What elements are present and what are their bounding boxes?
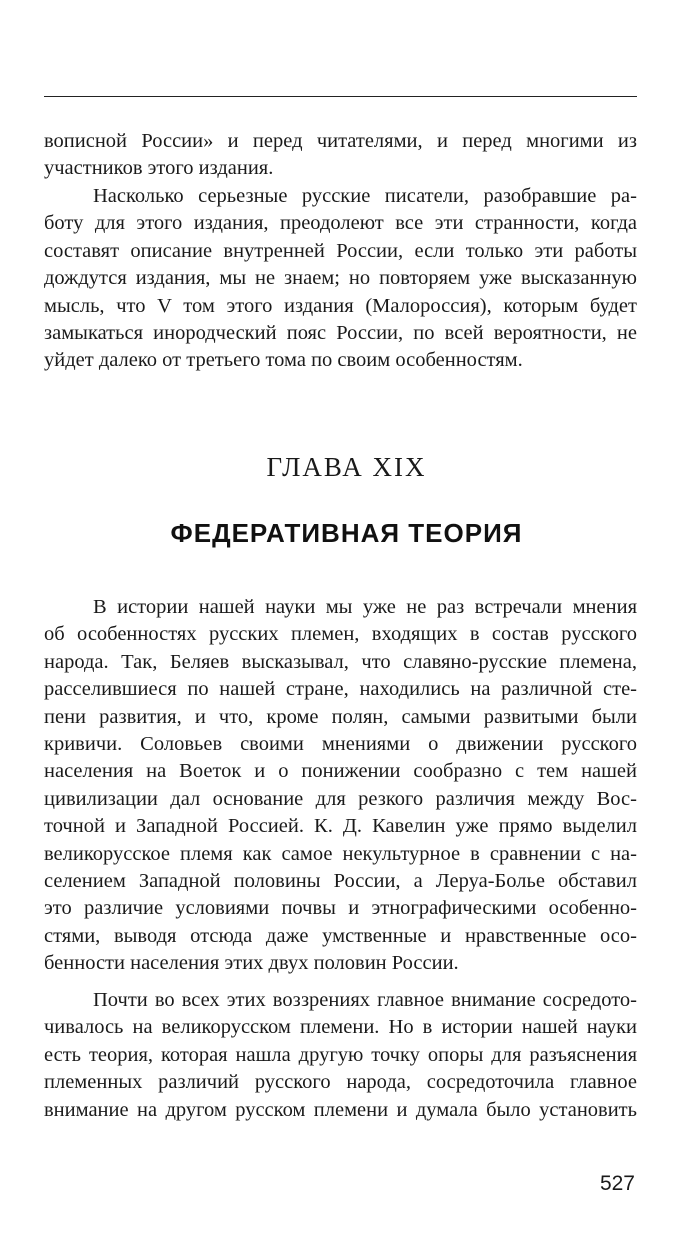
text-line: стями, выводя отсюда даже умственные и нравственные осо- — [44, 924, 637, 947]
text-line: пени развития, и что, кроме полян, самыми развитыми были — [44, 705, 637, 728]
text-line: цивилизации дал основание для резкого различия между Вос- — [44, 787, 637, 810]
text-line: боту для этого издания, преодолеют все эти странности, когда — [44, 212, 637, 235]
text-line: уйдет далеко от третьего тома по своим особенностям. — [44, 349, 523, 372]
text-line: об особенностях русских племен, входящих в состав русского — [44, 623, 637, 646]
continuation-paragraph — [44, 128, 637, 183]
text-line: расселившиеся по нашей стране, находились на различной сте- — [44, 678, 637, 701]
text-line: племенных различий русского народа, сосредоточила главное — [44, 1071, 637, 1094]
text-line: Насколько серьезные русские писатели, разобравшие ра- — [93, 185, 637, 207]
header-rule — [44, 96, 637, 97]
text-line: кривичи. Соловьев своими мнениями о движении русского — [44, 732, 637, 755]
text-line: бенности населения этих двух половин России. — [44, 952, 459, 975]
paragraph-3 — [44, 987, 637, 1124]
text-line: замыкаться инородческий пояс России, по всей вероятности, не — [44, 321, 637, 344]
paragraph-2 — [44, 594, 637, 977]
text-line: вописной России» и перед читателями, и перед многими из — [44, 130, 637, 152]
text-line: участников этого издания. — [44, 157, 274, 180]
page-number: 527 — [599, 1172, 635, 1195]
text-line: есть теория, которая нашла другую точку опоры для разъяснения — [44, 1043, 637, 1066]
text-line: дождутся издания, мы не знаем; но повторяем уже высказанную — [44, 267, 637, 290]
text-line: точной и Западной Россией. К. Д. Кавелин уже прямо выделил — [44, 815, 637, 838]
text-line: внимание на другом русском племени и думала было установить — [44, 1098, 637, 1121]
chapter-title: ФЕДЕРАТИВНАЯ ТЕОРИЯ — [170, 518, 523, 548]
paragraph-1 — [44, 183, 637, 375]
chapter-heading: ГЛАВА XIX — [266, 452, 427, 482]
text-line: составят описание внутренней России, если только эти работы — [44, 239, 637, 262]
text-line: селением Западной половины России, а Леруа-Болье обставил — [44, 869, 637, 892]
text-line: это различие условиями почвы и этнографическими особенно- — [44, 897, 637, 920]
text-line: В истории нашей науки мы уже не раз встречали мнения — [93, 596, 637, 618]
text-line: мысль, что V том этого издания (Малороссия), которым будет — [44, 294, 637, 317]
text-line: чивалось на великорусском племени. Но в истории нашей науки — [44, 1016, 637, 1039]
text-line: Почти во всех этих воззрениях главное внимание сосредото- — [93, 989, 637, 1011]
text-line: населения на Воеток и о понижении сообразно с тем нашей — [44, 760, 637, 783]
text-line: народа. Так, Беляев высказывал, что славяно-русские племена, — [44, 650, 637, 673]
text-line: великорусское племя как самое некультурное в сравнении с на- — [44, 842, 637, 865]
